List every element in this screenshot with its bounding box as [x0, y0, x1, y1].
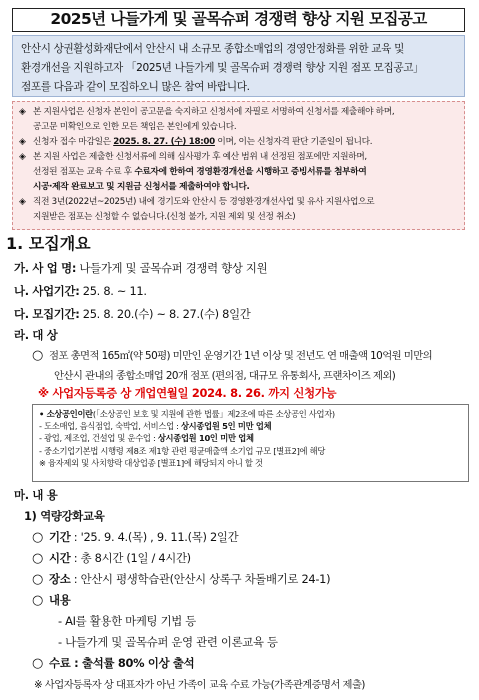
circle-bullet-icon: ○	[32, 348, 44, 363]
edu-place-value: : 안산시 평생학습관(안산시 상록구 차돌배기로 24-1)	[70, 572, 331, 586]
diamond-bullet-icon: ◈	[19, 107, 26, 117]
definition-line: ※ 융자제외 및 사치향락 대상업종 [별표1]에 해당되지 아니 할 것	[39, 457, 263, 468]
edu-content-item: - AI를 활용한 마케팅 기법 등	[58, 614, 196, 628]
content-label: 마. 내 용	[14, 488, 58, 502]
intro-box	[12, 35, 465, 97]
caution-text: 본 지원 사업은 제출한 신청서류에 의해 심사평가 후 예산 범위 내 선정된 점포에만 지원하며,	[33, 152, 367, 162]
circle-bullet-icon: ○	[32, 593, 44, 608]
project-name-value: 나들가게 및 골목슈퍼 경쟁력 향상 지원	[76, 261, 268, 275]
edu-place-label: 장소	[49, 572, 71, 586]
edu-complete-value: : 출석률 80% 이상 출석	[70, 656, 195, 670]
recruit-period-label: 다. 모집기간:	[14, 307, 80, 321]
caution-emphasis: 수료자에 한하여 경영환경개선을 시행하고 증빙서류를 첨부하여	[134, 167, 367, 177]
edu-content-label: 내용	[49, 593, 71, 607]
caution-text: 선정된 점포는 교육 수료 후	[33, 167, 135, 177]
definition-text: - 광업, 제조업, 건설업 및 운수업 :	[39, 433, 158, 444]
intro-line: 점포를 다음과 같이 모집하오니 많은 참여 바랍니다.	[21, 81, 250, 93]
definition-line	[39, 420, 462, 432]
edu-place-row	[32, 570, 330, 589]
project-name-label: 가. 사 업 명:	[14, 261, 77, 275]
definition-line	[39, 408, 462, 420]
edu-complete-row	[32, 654, 194, 673]
definition-text: - 도소매업, 음식점업, 숙박업, 서비스업 :	[39, 421, 181, 432]
definition-emphasis: 상시종업원 10인 미만 업체	[157, 433, 254, 444]
caution-text: 본 지원사업은 신청자 본인이 공고문을 숙지하고 신청서에 자필로 서명하여 신청서를 제출해야 하며,	[33, 107, 395, 117]
target-label: 라. 대 상	[14, 328, 58, 342]
target-line	[32, 346, 432, 365]
circle-bullet-icon: ○	[32, 572, 44, 587]
edu-content-item: - 나들가게 및 골목슈퍼 운영 관련 이론교육 등	[58, 635, 278, 649]
edu-time-row	[32, 549, 191, 568]
intro-line: 안산시 상권활성화재단에서 안산시 내 소규모 종합소매업의 경영안정화를 위한 교육 및	[21, 43, 404, 55]
edu-note: ※ 사업자등록자 상 대표자가 아닌 가족이 교육 수료 가능(가족관계증명서 제출)	[34, 679, 365, 691]
caution-item	[19, 135, 458, 150]
intro-line: 환경개선을 지원하고자 「2025년 나들가게 및 골목슈퍼 경쟁력 향상 지원 점포 모집공고」	[21, 62, 424, 74]
edu-time-value: : 총 8시간 (1일 / 4시간)	[70, 551, 191, 565]
section-heading: 1. 모집개요	[6, 234, 91, 253]
caution-item	[19, 195, 458, 225]
definition-line	[39, 432, 462, 444]
circle-bullet-icon: ○	[32, 551, 44, 566]
deadline: 2025. 8. 27. (수) 18:00	[113, 137, 215, 147]
caution-text: 공고문 미확인으로 인한 모든 책임은 본인에게 있습니다.	[33, 122, 237, 132]
notice-title: 2025년 나들가게 및 골목슈퍼 경쟁력 향상 지원 모집공고	[12, 8, 465, 32]
edu-complete-label: 수료	[49, 656, 71, 670]
edu-period-row	[32, 528, 238, 547]
subsection-heading: 1) 역량강화교육	[24, 509, 105, 523]
target-text: 안산시 관내의 종합소매업 20개 점포 (편의점, 대규모 유통회사, 프랜차이즈 제외)	[54, 370, 396, 382]
recruit-period-value: 25. 8. 20.(수) ~ 8. 27.(수) 8일간	[79, 307, 251, 321]
project-name-row	[14, 259, 267, 277]
caution-item	[19, 150, 458, 195]
target-line	[54, 366, 395, 385]
caution-item	[19, 105, 458, 135]
definition-line: - 중소기업기본법 시행령 제8조 제1항 관련 평균매출액 소기업 규모 [별표2]에 해당	[39, 445, 326, 456]
project-period-row	[14, 282, 147, 300]
caution-text: 직전 3년(2022년~2025년) 내에 경기도와 안산시 등 경영환경개선사업 및 유사 지원사업으로	[33, 197, 375, 207]
caution-box	[12, 101, 465, 230]
diamond-bullet-icon: ◈	[19, 137, 26, 147]
definition-text: (「소상공인 보호 및 지원에 관한 법률」제2조에 따른 소상공인 사업자)	[92, 409, 335, 419]
edu-time-label: 시간	[49, 551, 71, 565]
definition-emphasis: 상시종업원 5인 미만 업체	[180, 421, 272, 432]
edu-period-label: 기간	[49, 530, 71, 544]
edu-period-value: : '25. 9. 4.(목) , 9. 11.(목) 2일간	[70, 530, 239, 544]
definition-term: • 소상공인이란	[39, 409, 93, 419]
caution-text: 지원받은 점포는 신청할 수 없습니다.(신청 불가, 지원 제외 및 선정 취소)	[33, 212, 296, 222]
caution-text: 신청자 접수 마감일은	[33, 137, 114, 147]
target-row	[14, 326, 57, 344]
caution-text: 이며, 이는 신청자격 판단 기준일이 됩니다.	[214, 137, 373, 147]
circle-bullet-icon: ○	[32, 656, 44, 671]
edu-content-row	[32, 591, 70, 610]
target-text: 점포 총면적 165㎡(약 50평) 미만인 운영기간 1년 이상 및 전년도 연 매출액 10억원 미만의	[49, 350, 433, 362]
diamond-bullet-icon: ◈	[19, 152, 26, 162]
project-period-label: 나. 사업기간:	[14, 284, 80, 298]
recruit-period-row	[14, 305, 250, 323]
circle-bullet-icon: ○	[32, 530, 44, 545]
definition-box	[32, 404, 469, 482]
diamond-bullet-icon: ◈	[19, 197, 26, 207]
project-period-value: 25. 8. ~ 11.	[79, 284, 147, 298]
eligibility-highlight: ※ 사업자등록증 상 개업연월일 2024. 8. 26. 까지 신청가능	[38, 386, 337, 400]
caution-emphasis: 시공·제작 완료보고 및 지원금 신청서를 제출하여야 합니다.	[33, 182, 250, 192]
